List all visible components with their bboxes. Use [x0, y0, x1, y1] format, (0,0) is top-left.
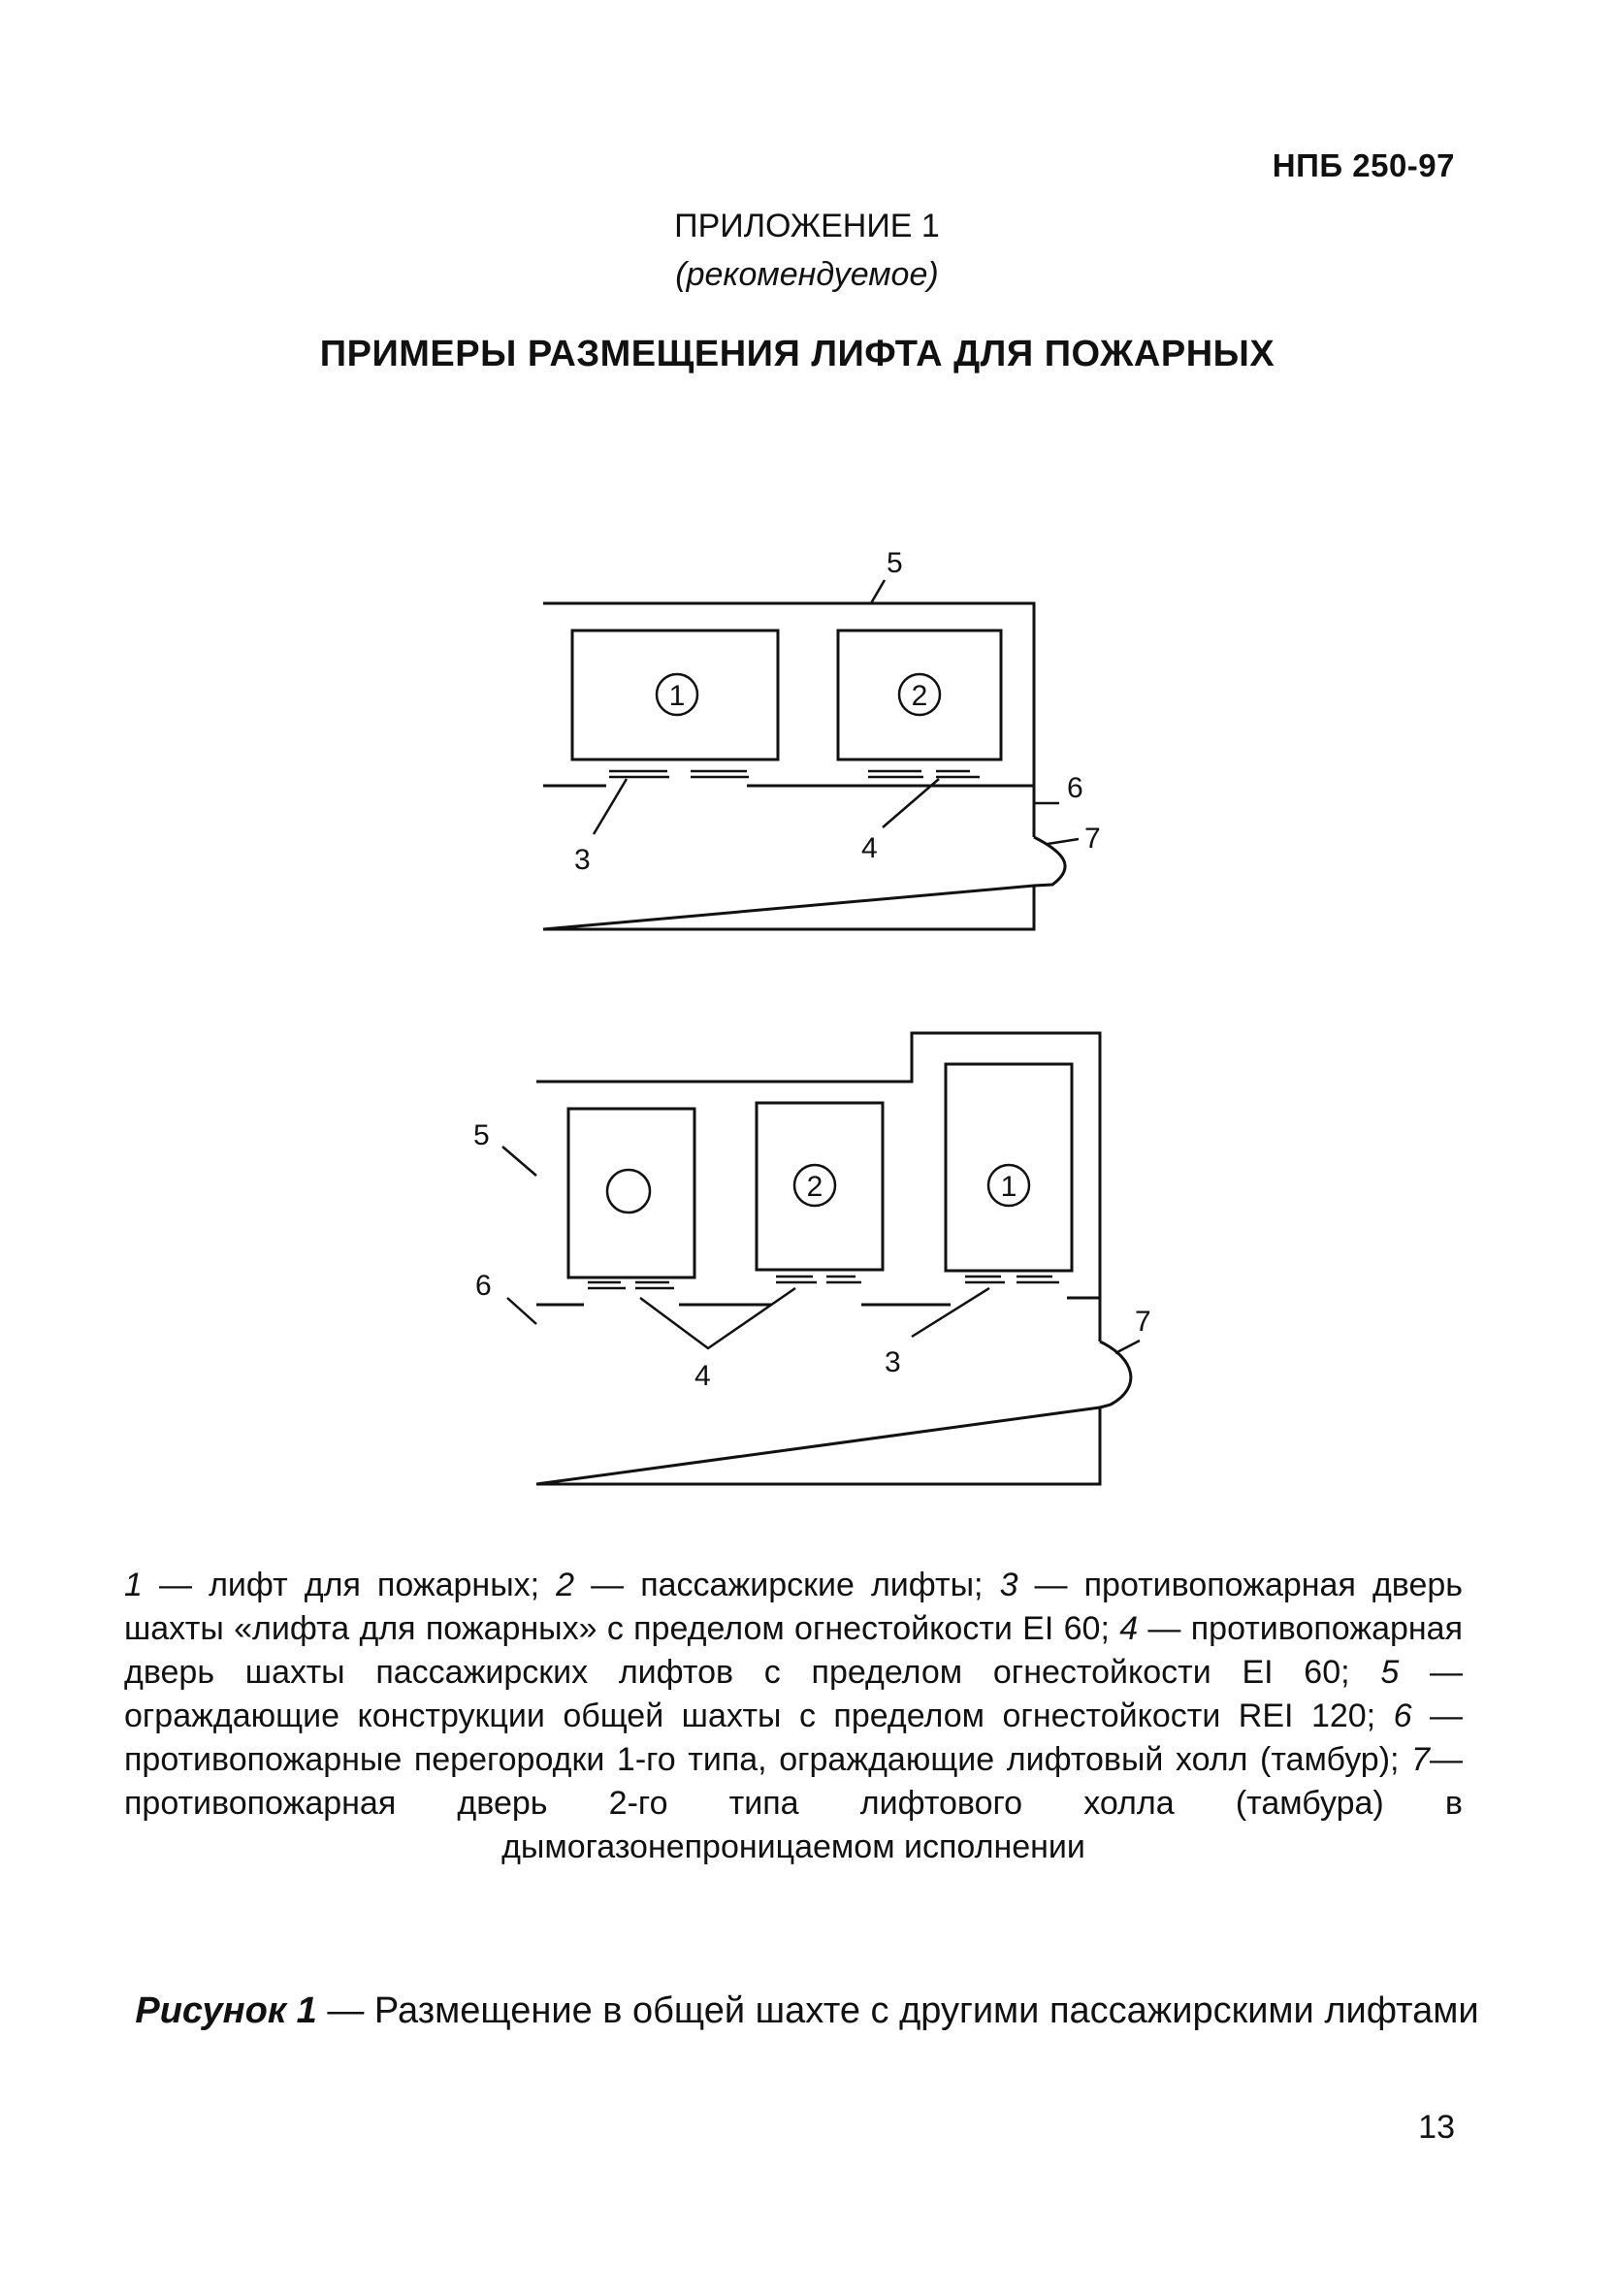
leader-6b — [507, 1298, 536, 1324]
elevator-shaft-c — [946, 1064, 1072, 1271]
elevator-shaft-a — [568, 1109, 694, 1277]
leader-5b — [502, 1147, 536, 1176]
page-number: 13 — [1418, 2109, 1455, 2146]
legend-text-1: — лифт для пожарных; — [142, 1567, 557, 1603]
callout-3: 3 — [574, 844, 591, 876]
diagram-bottom — [502, 1033, 1140, 1484]
leader-3b — [912, 1288, 989, 1337]
legend-text-7: — противопожарная дверь 2-го типа лифтового холла (тамбура) в дымогазонепроницаемом исполнении — [124, 1741, 1463, 1865]
legend-text-4: — противопожарная дверь шахты пассажирских лифтов с пределом огнестойкости EI 60; — [124, 1610, 1463, 1691]
callout-7: 7 — [1084, 823, 1101, 855]
figure-caption — [0, 1987, 1614, 2035]
leader-7 — [1048, 839, 1079, 844]
page-title: ПРИМЕРЫ РАЗМЕЩЕНИЯ ЛИФТА ДЛЯ ПОЖАРНЫХ — [319, 334, 1275, 374]
callout-5: 5 — [887, 547, 903, 579]
hall-partition-6b — [536, 1298, 1100, 1305]
legend-num-5: 5 — [1380, 1654, 1400, 1691]
legend-num-4: 4 — [1119, 1610, 1139, 1647]
shaft-marker-2b: 2 — [806, 1171, 823, 1203]
door-4-symbol-a — [588, 1282, 674, 1288]
door-3-symbol-b — [965, 1277, 1059, 1282]
shaft-enclosure — [543, 603, 1034, 929]
appendix-title: ПРИЛОЖЕНИЕ 1 — [674, 208, 940, 244]
legend-num-7: 7 — [1411, 1741, 1430, 1778]
appendix-note: (рекомендуемое) — [675, 256, 939, 293]
callout-6: 6 — [1067, 772, 1083, 804]
callout-7b: 7 — [1135, 1306, 1151, 1338]
door-4-symbol-b — [776, 1277, 861, 1282]
legend-num-6: 6 — [1393, 1698, 1412, 1734]
door-3-symbol — [609, 771, 749, 777]
shaft-enclosure-2 — [536, 1033, 1100, 1484]
figure-legend — [124, 1564, 1463, 1869]
legend-text-2: — пассажирские лифты; — [574, 1567, 1000, 1603]
callout-3b: 3 — [885, 1346, 901, 1378]
marker-circle-empty — [607, 1170, 650, 1213]
leader-5 — [871, 580, 885, 603]
document-code: НПБ 250-97 — [1272, 147, 1455, 183]
shaft-marker-2: 2 — [911, 680, 928, 712]
callout-5b: 5 — [473, 1119, 490, 1151]
shaft-marker-1: 1 — [668, 680, 686, 712]
leader-4b — [640, 1288, 795, 1348]
leader-3 — [594, 779, 627, 834]
callout-6b: 6 — [475, 1270, 492, 1302]
legend-text-3: — противопожарная дверь шахты «лифта для пожарных» с пределом огнестойкости EI 60; — [124, 1567, 1463, 1647]
leader-7b — [1115, 1341, 1140, 1353]
legend-num-3: 3 — [999, 1567, 1018, 1603]
hall-door-7b — [1100, 1342, 1131, 1407]
legend-num-1: 1 — [124, 1567, 143, 1603]
legend-text-6: — противопожарные перегородки 1-го типа, ограждающие лифтовый холл (тамбур); — [124, 1698, 1463, 1778]
legend-num-2: 2 — [556, 1567, 575, 1603]
callout-4: 4 — [861, 832, 878, 864]
shaft-marker-1b: 1 — [1000, 1171, 1017, 1203]
door-4-symbol — [868, 771, 980, 777]
figure-caption-text: — Размещение в общей шахте с другими пассажирскими лифтами — [316, 1990, 1479, 2031]
callout-4b: 4 — [694, 1360, 711, 1392]
figure-caption-label: Рисунок 1 — [135, 1990, 317, 2031]
diagram-top — [543, 580, 1079, 929]
legend-text-5: — ограждающие конструкции общей шахты с пределом огнестойкости REI 120; — [124, 1654, 1463, 1734]
